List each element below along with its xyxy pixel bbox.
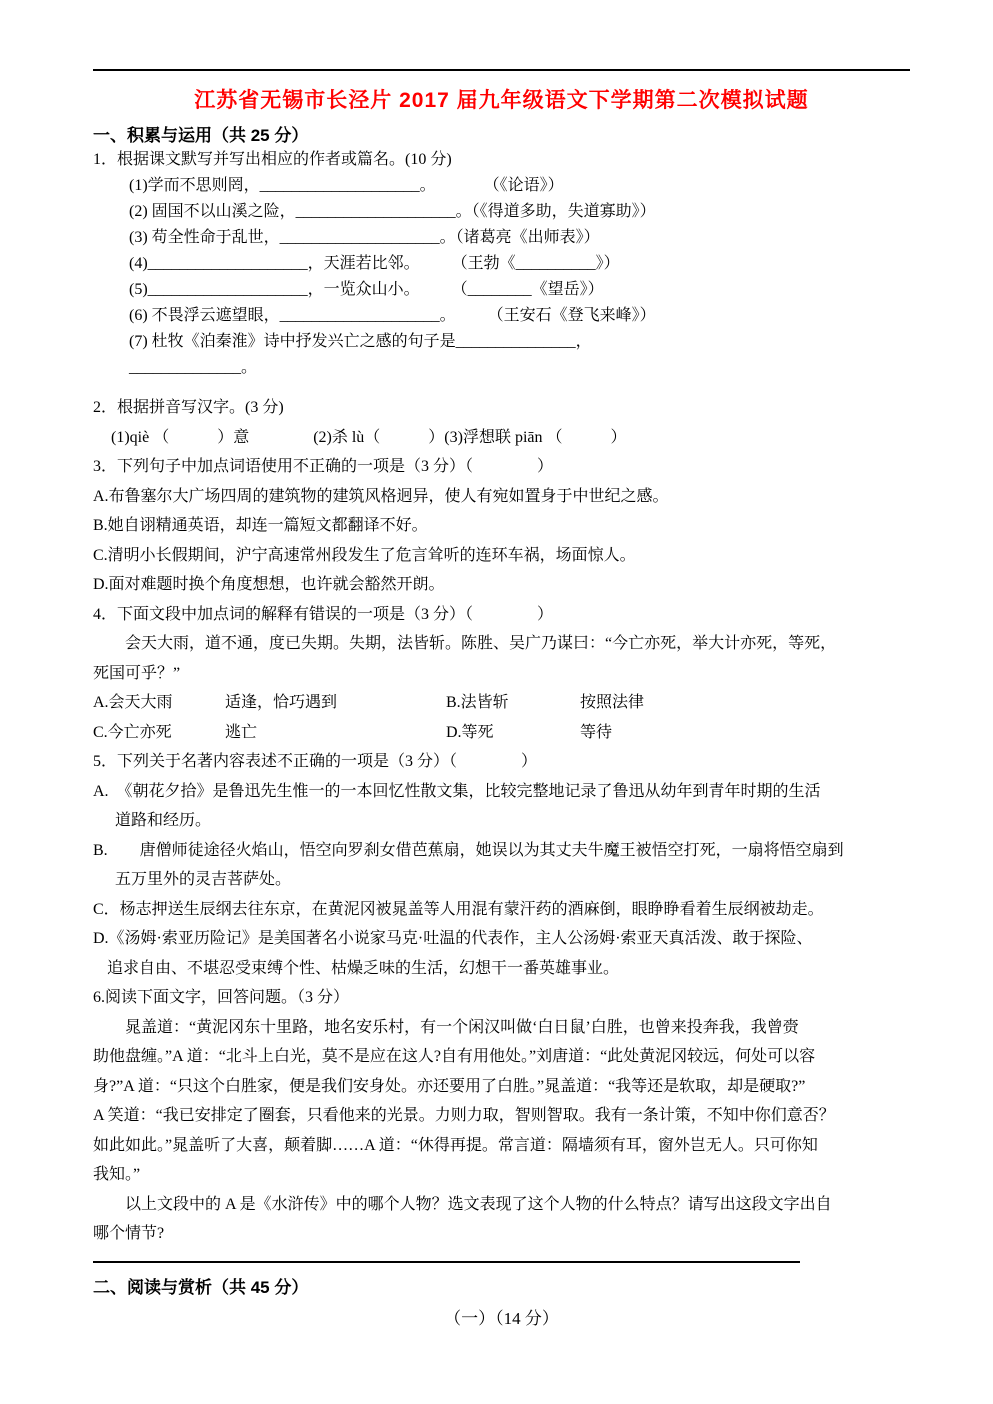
divider-rule (93, 1261, 800, 1263)
text-line: C．杨志押送生辰纲去往东京，在黄泥冈被晁盖等人用混有蒙汗药的酒麻倒，眼睁睁看着生辰纲被劫走。 (93, 900, 824, 918)
text-line: A. 《朝花夕拾》是鲁迅先生惟一的一本回忆性散文集，比较完整地记录了鲁迅从幼年到青年时期的生活 (93, 782, 821, 800)
q6-question (93, 1190, 910, 1249)
section2-heading: 二、阅读与赏析（共 45 分） (93, 1277, 309, 1297)
text-line: 晁盖道：“黄泥冈东十里路，地名安乐村，有一个闲汉叫做‘白日鼠’白胜，也曾来投奔我，我曾赍 (93, 1018, 799, 1036)
q4-options-row-1 (93, 688, 910, 718)
text-line: B. 唐僧师徒途径火焰山，悟空向罗刹女借芭蕉扇，她误以为其丈夫牛魔王被悟空打死，一扇将悟空扇到 (93, 841, 844, 859)
text-line: 身?”A 道：“只这个白胜家，便是我们安身处。亦还要用了白胜。”晁盖道：“我等还是软取，却是硬取?” (93, 1077, 806, 1095)
q4-option-b-label: B.法皆斩 (446, 694, 509, 711)
text-line: (2) 固国不以山溪之险，____________________。（《得道多助，失道寡助》） (129, 203, 656, 220)
text-line: 追求自由、不堪忍受束缚个性、枯燥乏味的生活，幻想干一番英雄事业。 (107, 959, 620, 977)
text-line: (7) 杜牧《泊秦淮》诗中抒发兴亡之感的句子是_______________， (129, 333, 592, 350)
text-line: 我知。” (93, 1166, 141, 1183)
question-2 (93, 393, 910, 452)
text-line: A.布鲁塞尔大广场四周的建筑物的建筑风格迥异，使人有宛如置身于中世纪之感。 (93, 487, 669, 505)
q6-passage (93, 1013, 910, 1190)
section2-subheading: （一）（14 分） (444, 1308, 559, 1328)
text-line: (3) 苟全性命于乱世，____________________。（诸葛亮《出师表》） (129, 229, 600, 246)
page-title: 江苏省无锡市长泾片 2017 届九年级语文下学期第二次模拟试题 (194, 89, 809, 112)
section1-heading: 一、积累与运用（共 25 分） (93, 126, 309, 145)
text-line: (6) 不畏浮云遮望眼，____________________。 （王安石《登飞来峰》） (129, 307, 656, 324)
text-line: 如此如此。”晁盖听了大喜，颠着脚……A 道：“休得再提。常言道：隔墙须有耳，窗外岂无人。只可你知 (93, 1136, 818, 1154)
text-line: 会天大雨，道不通，度已失期。失期，法皆斩。陈胜、吴广乃谋曰：“今亡亦死，举大计亦死，等死， (93, 635, 837, 652)
text-line: 助他盘缠。”A 道：“北斗上白光，莫不是应在这人?自有用他处。”刘唐道：“此处黄泥冈较远，何处可以容 (93, 1048, 816, 1065)
q4-option-b-explanation: 按照法律 (580, 694, 645, 711)
q4-option-c-explanation: 逃亡 (225, 723, 258, 741)
text-line: (5)____________________，一览众山小。 （________《望岳》） (129, 281, 604, 298)
text-line: ______________。 (129, 359, 258, 376)
q1-items (93, 173, 910, 381)
question-3 (93, 452, 910, 600)
text-line: (1)学而不思则罔，____________________。 （《论语》） (129, 177, 564, 194)
question-1 (93, 147, 910, 381)
text-line: 死国可乎？” (93, 664, 181, 682)
header-rule (93, 69, 910, 71)
q4-option-a-explanation: 适逢，恰巧遇到 (225, 694, 338, 711)
text-line: B.她自诩精通英语，却连一篇短文都翻译不好。 (93, 517, 428, 534)
q4-option-d-label: D.等死 (446, 723, 494, 741)
text-line: D.面对难题时换个角度想想，也许就会豁然开朗。 (93, 576, 445, 593)
q2-prompt: 2．根据拼音写汉字。(3 分) (93, 399, 284, 416)
q4-passage (93, 629, 910, 688)
text-line: (4)____________________，天涯若比邻。 （王勃《__________》） (129, 255, 620, 272)
q4-option-c-label: C.今亡亦死 (93, 723, 172, 741)
q5-options (93, 777, 910, 984)
q6-prompt: 6.阅读下面文字，回答问题。（3 分） (93, 989, 350, 1006)
text-line: 哪个情节? (93, 1225, 165, 1242)
q4-option-a-label: A.会天大雨 (93, 694, 173, 711)
q5-prompt: 5．下列关于名著内容表述不正确的一项是（3 分）（ ） (93, 753, 538, 770)
q3-prompt: 3．下列句子中加点词语使用不正确的一项是（3 分）（ ） (93, 458, 554, 475)
q4-options-row-2 (93, 718, 910, 748)
text-line: D.《汤姆·索亚历险记》是美国著名小说家马克·吐温的代表作，主人公汤姆·索亚天真活泼、敢于探险、 (93, 930, 813, 947)
page-content (93, 0, 910, 1331)
question-4 (93, 600, 910, 748)
q3-options (93, 482, 910, 600)
question-5 (93, 747, 910, 983)
text-line: 道路和经历。 (115, 812, 212, 829)
q4-prompt: 4．下面文段中加点词的解释有错误的一项是（3 分）（ ） (93, 605, 554, 623)
text-line: 以上文段中的 A 是《水浒传》中的哪个人物？选文表现了这个人物的什么特点？请写出这段文字出自 (93, 1195, 832, 1213)
question-6 (93, 983, 910, 1249)
text-line: C.清明小长假期间，沪宁高速常州段发生了危言耸听的连环车祸，场面惊人。 (93, 546, 636, 564)
q4-option-d-explanation: 等待 (580, 723, 613, 741)
text-line: 五万里外的灵吉菩萨处。 (115, 871, 292, 888)
q1-prompt: 1．根据课文默写并写出相应的作者或篇名。(10 分) (93, 151, 452, 168)
q2-pinyin-line: (1)qiè （ ）意 (2)杀 lù（ ）(3)浮想联 piān （ ） (111, 428, 627, 446)
text-line: A 笑道：“我已安排定了圈套，只看他来的光景。力则力取，智则智取。我有一条计策，不知中你们意否？ (93, 1107, 835, 1124)
